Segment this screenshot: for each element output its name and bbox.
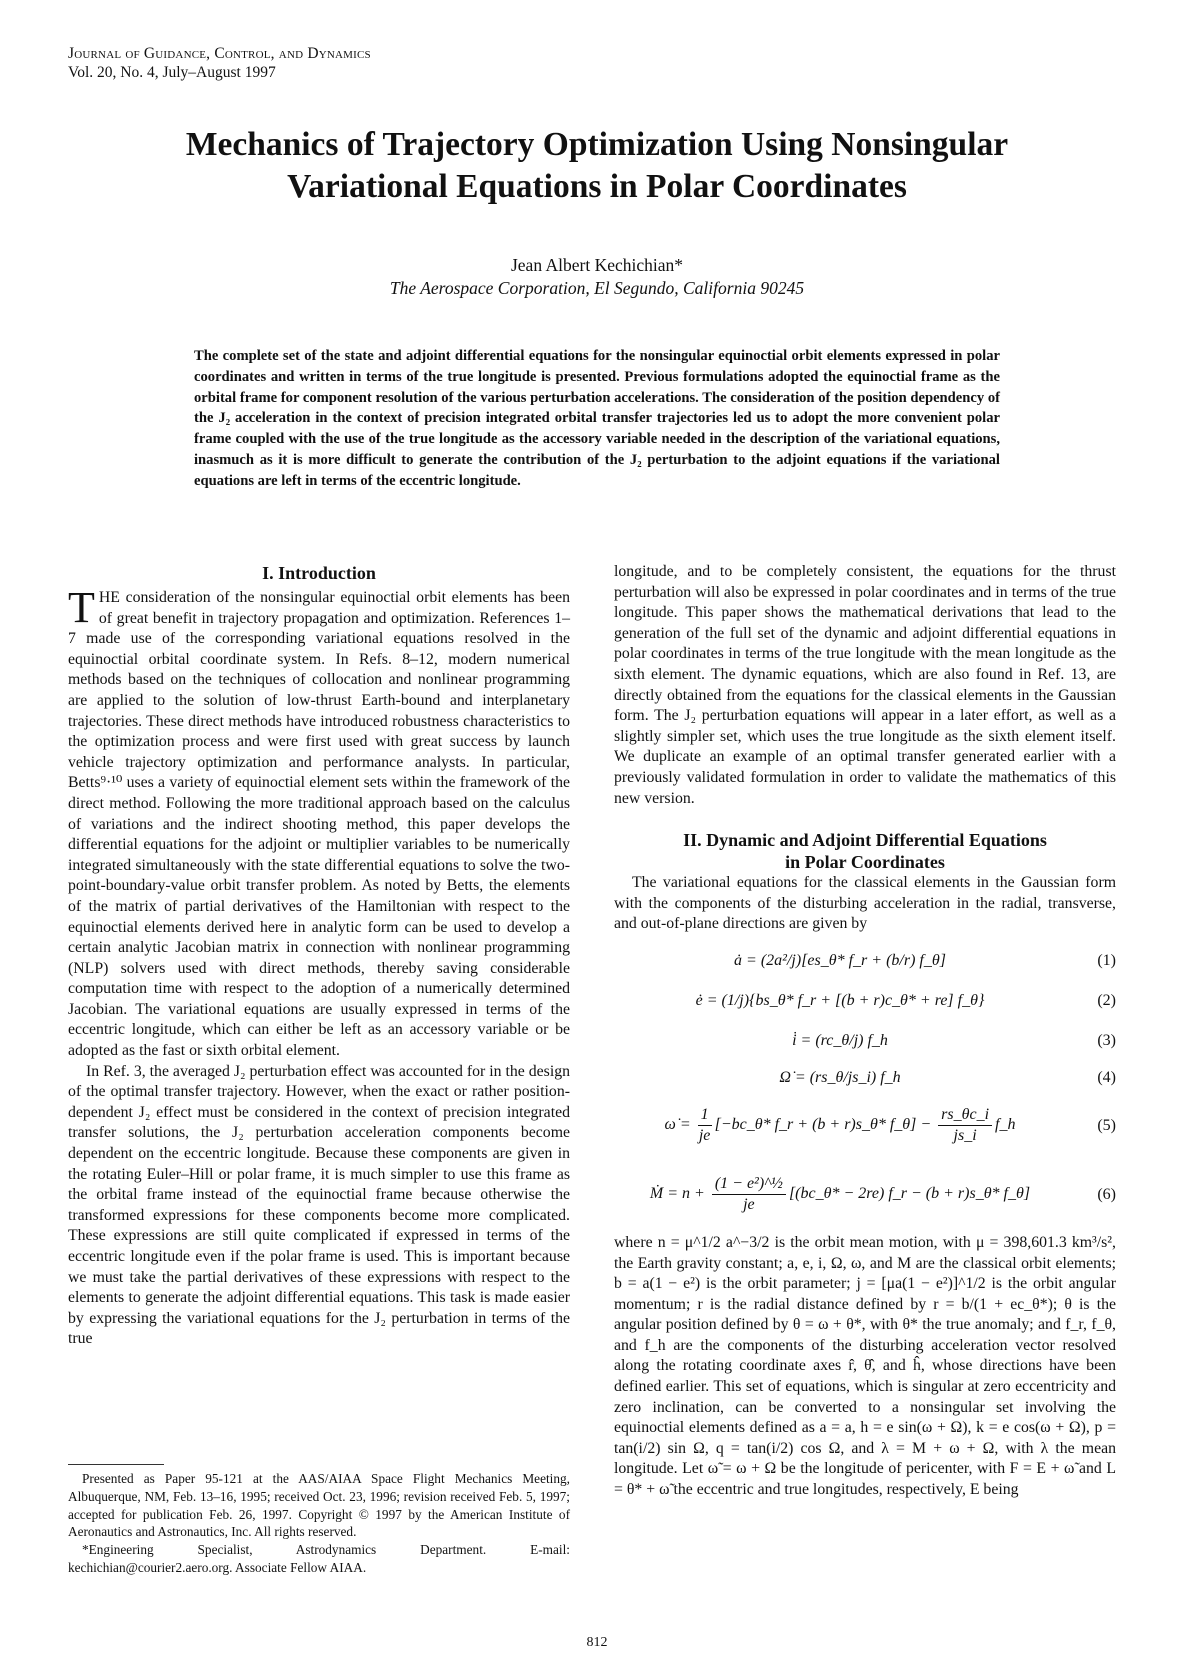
- eq5-frac2-denominator: js_i: [953, 1127, 977, 1145]
- author-affiliation: The Aerospace Corporation, El Segundo, California 90245: [389, 278, 805, 298]
- eq6-fraction-1: [712, 1174, 786, 1215]
- left-column: [68, 562, 570, 1350]
- page-number: 812: [586, 1635, 608, 1650]
- footnotes: [68, 1470, 570, 1577]
- equation-6: [614, 1157, 1116, 1233]
- eq4-rhs: = (rs_θ/js_i) f_h: [794, 1068, 901, 1086]
- equation-4: [614, 1061, 1116, 1095]
- paper-title: [60, 124, 1134, 208]
- journal-header: [68, 44, 371, 82]
- eq4-number: (4): [1097, 1068, 1116, 1086]
- eq6-number: (6): [1097, 1185, 1116, 1203]
- author-name: Jean Albert Kechichian*: [510, 255, 684, 275]
- right-column: [614, 562, 1116, 1501]
- eq5-frac1-denominator: je: [698, 1127, 711, 1145]
- eq3-rhs: = (rc_θ/j) f_h: [800, 1031, 888, 1049]
- equation-1: [614, 941, 1116, 981]
- eq3-number: (3): [1097, 1031, 1116, 1049]
- drop-cap: T: [68, 583, 95, 632]
- eq2-rhs: = (1/j){bs_θ* f_r + [(b + r)c_θ* + re] f_θ}: [706, 991, 985, 1009]
- intro-paragraph-1-text: HE consideration of the nonsingular equinoctial orbit elements has been of great benefit in trajectory propagation and optimization. References 1–7 made use of the corresponding variational equations resolved in the equinoctial orbital coordinate system. In Refs. 8–12, modern numerical methods based on the techniques of collocation and nonlinear programming are applied to the solution of low-thrust Earth-bound and interplanetary trajectories. These direct methods have introduced robustness characteristics to the optimization process and were first used with great success by launch vehicle trajectory optimization and performance analysts. In particular, Betts⁹·¹⁰ uses a variety of equinoctial element sets within the framework of the direct method. Following the more traditional approach based on the calculus of variations and the indirect shooting method, this paper develops the differential equations for the adjoint or multiplier variables to be numerically integrated simultaneously with the state differential equations to solve the two-point-boundary-value orbit transfer problem. As noted by Betts, the elements of the matrix of partial derivatives of the Hamiltonian with respect to the equinoctial elements derived here in analytic form can be used to develop a certain analytic Jacobian matrix in connection with nonlinear programming (NLP) solvers used with direct methods, thereby saving considerable computation time with respect to the adoption of a numerically determined Jacobian. The variational equations are usually expressed in terms of the eccentric longitude, which can either be left as an accessory variable or be adopted as the fast or sixth orbital element.: [68, 589, 570, 1060]
- eq4-lhs: Ω̇: [779, 1068, 791, 1086]
- eq1-lhs: ȧ: [734, 951, 743, 969]
- section-2-heading: [614, 829, 1116, 873]
- footnote-2: *Engineering Specialist, Astrodynamics Department. E-mail: kechichian@courier2.aero.org. Associate Fellow AIAA.: [68, 1542, 570, 1575]
- eq5-frac2-numerator: rs_θc_i: [938, 1105, 992, 1126]
- abstract: The complete set of the state and adjoint differential equations for the nonsingular equinoctial orbit elements expressed in polar coordinates and written in terms of the true longitude is presented. Previous formulations adopted the equinoctial frame as the orbital frame for component resolution of the various perturbation accelerations. The consideration of the position dependency of the J₂ acceleration in the context of precision integrated orbital transfer trajectories led us to adopt the more convenient polar frame coupled with the use of the true longitude as the accessory variable needed in the description of the variational equations, inasmuch as it is more difficult to generate the contribution of the J₂ perturbation to the adjoint equations if the variational equations are left in terms of the eccentric longitude.: [194, 348, 1000, 489]
- footnote-rule: [68, 1464, 164, 1465]
- right-paragraph-1: longitude, and to be completely consistent, the equations for the thrust perturbation will also be expressed in polar coordinates and in terms of the true longitude. This paper shows the mathematical derivations that lead to the generation of the full set of the dynamic and adjoint differential equations in polar coordinates in terms of the true longitude with the mean longitude as the sixth element. The dynamic equations, which are also found in Ref. 13, are directly obtained from the equations for the classical elements in the Gaussian form. The J₂ perturbation equations will appear in a later effort, as well as a slightly simpler set, which uses the true longitude as the sixth element itself. We duplicate an example of an optimal transfer generated earlier with a previously validated formulation in order to validate the mathematics of this new version.: [614, 563, 1116, 807]
- eq1-number: (1): [1097, 951, 1116, 969]
- section-2-heading-line-1: II. Dynamic and Adjoint Differential Equations: [683, 830, 1047, 851]
- journal-issue: Vol. 20, No. 4, July–August 1997: [68, 64, 276, 81]
- equation-3: [614, 1021, 1116, 1061]
- equation-2: [614, 981, 1116, 1021]
- eq5-lhs: ω̇ =: [664, 1116, 691, 1134]
- eq5-number: (5): [1097, 1116, 1116, 1134]
- intro-paragraph-2: In Ref. 3, the averaged J₂ perturbation effect was accounted for in the design of the optimal transfer trajectory. However, when the exact or rather position-dependent J₂ effect must be considered in the context of precision integrated transfer solutions, the J₂ perturbation acceleration components become dependent on the eccentric longitude. Because these components are given in the rotating Euler–Hill or polar frame, it is much simpler to use this frame as the orbital frame instead of the equinoctial frame because otherwise the transformed expressions for these components become more complicated. These expressions are still quite complicated if expressed in terms of the eccentric longitude even if the polar frame is used. This is important because we must take the partial derivatives of these expressions with respect to the elements to generate the adjoint differential equations. This task is made easier by expressing the variational equations for the J₂ perturbation in terms of the true: [68, 1062, 570, 1348]
- title-line-1: Mechanics of Trajectory Optimization Using Nonsingular: [185, 126, 1009, 163]
- eq5-fraction-1: [698, 1105, 712, 1146]
- equation-5: [614, 1095, 1116, 1157]
- eq5-frac1-numerator: 1: [698, 1105, 712, 1126]
- journal-name: Journal of Guidance, Control, and Dynamics: [68, 45, 371, 62]
- eq6-frac1-numerator: (1 − e²)^½: [712, 1174, 786, 1195]
- eq1-rhs: = (2a²/j)[es_θ* f_r + (b/r) f_θ]: [746, 951, 946, 969]
- section-2-paragraph-1: The variational equations for the classical elements in the Gaussian form with the components of the disturbing acceleration in the radial, transverse, and out-of-plane directions are given by: [614, 874, 1116, 933]
- section-2-heading-line-2: in Polar Coordinates: [785, 852, 945, 873]
- intro-heading: I. Introduction: [262, 563, 376, 583]
- eq6-lhs: Ṁ = n +: [649, 1185, 705, 1203]
- eq3-lhs: i̇: [792, 1031, 797, 1049]
- footnote-1: Presented as Paper 95-121 at the AAS/AIAA Space Flight Mechanics Meeting, Albuquerque, NM, Feb. 13–16, 1995; received Oct. 23, 1996; revision received Feb. 5, 1997; accepted for publication Feb. 26, 1997. Copyright © 1997 by the American Institute of Aeronautics and Astronautics, Inc. All rights reserved.: [68, 1471, 570, 1540]
- section-2-paragraph-2: where n = μ^1/2 a^−3/2 is the orbit mean motion, with μ = 398,601.3 km³/s², the Earth gravity constant; a, e, i, Ω, ω, and M are the classical orbit elements; b = a(1 − e²) is the orbit parameter; j = [μa(1 − e²)]^1/2 is the orbit angular momentum; r is the radial distance defined by r = b/(1 + ec_θ*); θ is the angular position defined by θ = ω + θ*, with θ* the true anomaly; and f_r, f_θ, and f_h are the components of the disturbing acceleration vector resolved along the rotating coordinate axes r̂, θ̂, and ĥ, whose directions have been defined earlier. This set of equations, which is singular at zero eccentricity and zero inclination, can be converted to a nonsingular set involving the equinoctial elements defined as a = a, h = e sin(ω + Ω), k = e cos(ω + Ω), p = tan(i/2) sin Ω, q = tan(i/2) cos Ω, and λ = M + ω + Ω, with λ the mean longitude. Let ω̃ = ω + Ω be the longitude of pericenter, with F = E + ω̃ and L = θ* + ω̃ the eccentric and true longitudes, respectively, E being: [614, 1233, 1116, 1499]
- title-line-2: Variational Equations in Polar Coordinates: [287, 168, 907, 205]
- eq6-frac1-denominator: je: [743, 1196, 755, 1214]
- eq2-number: (2): [1097, 991, 1116, 1009]
- intro-paragraph-1: [68, 583, 570, 1062]
- eq5-fraction-2: [938, 1105, 992, 1146]
- eq5-tail: f_h: [995, 1116, 1016, 1134]
- eq2-lhs: ė: [695, 991, 703, 1009]
- eq5-middle: [−bc_θ* f_r + (b + r)s_θ* f_θ] −: [714, 1116, 932, 1134]
- eq6-middle: [(bc_θ* − 2re) f_r − (b + r)s_θ* f_θ]: [788, 1185, 1031, 1203]
